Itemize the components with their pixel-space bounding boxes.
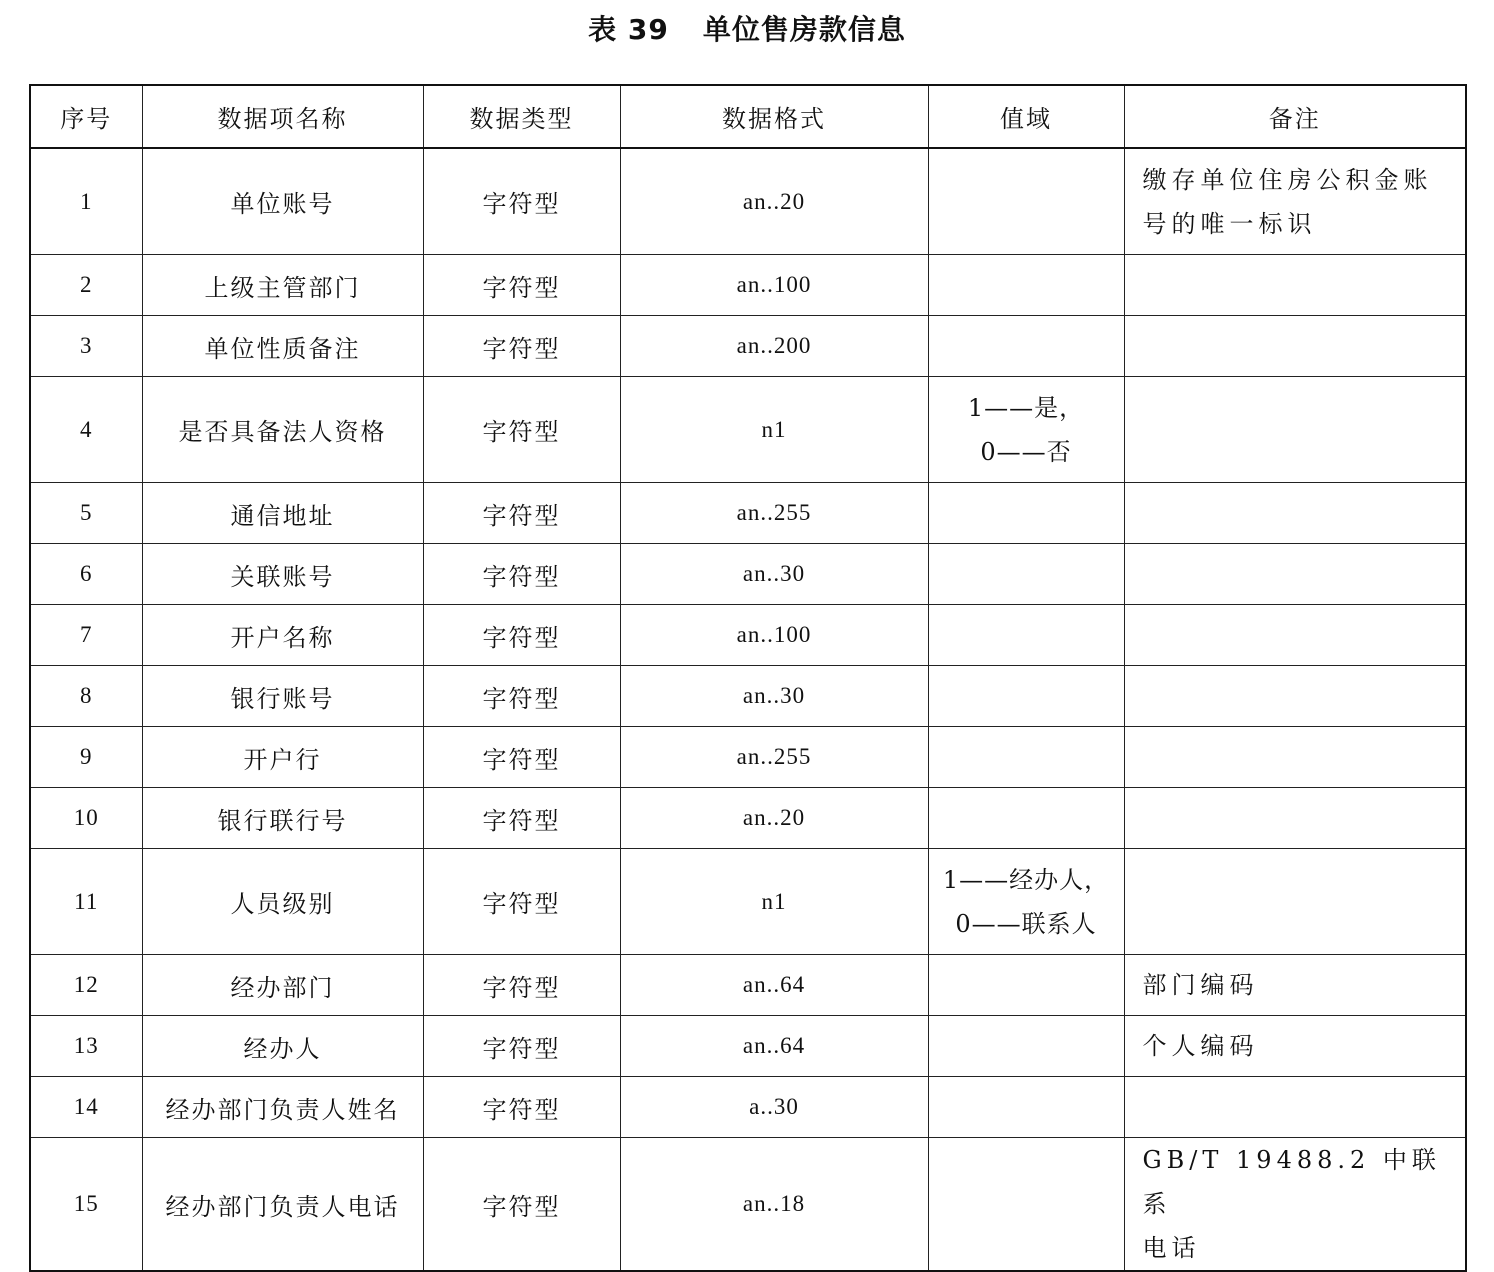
- table-body: [30, 148, 1466, 1271]
- cell-range-line: 1——是，: [967, 393, 1085, 422]
- cell-name: 单位性质备注: [142, 316, 423, 377]
- cell-name: 银行联行号: [142, 788, 423, 849]
- cell-name: 单位账号: [142, 148, 423, 255]
- cell-range: [928, 788, 1124, 849]
- cell-no: 14: [30, 1077, 142, 1138]
- cell-range-line: 0——联系人: [955, 909, 1097, 938]
- cell-remark: [1124, 377, 1466, 483]
- cell-remark-line: 个人编码: [1142, 1032, 1259, 1060]
- cell-remark: [1124, 316, 1466, 377]
- cell-type: 字符型: [423, 1077, 620, 1138]
- table-row: [30, 255, 1466, 316]
- cell-remark-line: 号的唯一标识: [1142, 209, 1317, 238]
- cell-range-line: 1——经办人，: [942, 865, 1110, 894]
- cell-range: [928, 666, 1124, 727]
- cell-format: an..20: [620, 788, 928, 849]
- table-row: [30, 666, 1466, 727]
- cell-name: 关联账号: [142, 544, 423, 605]
- cell-no: 2: [30, 255, 142, 316]
- table-caption: [0, 8, 1494, 48]
- cell-type: 字符型: [423, 727, 620, 788]
- cell-range: [928, 255, 1124, 316]
- cell-remark: [1124, 544, 1466, 605]
- table-row: [30, 544, 1466, 605]
- cell-type: 字符型: [423, 955, 620, 1016]
- cell-name: 上级主管部门: [142, 255, 423, 316]
- cell-type: 字符型: [423, 1016, 620, 1077]
- cell-no: 7: [30, 605, 142, 666]
- table-row: [30, 1016, 1466, 1077]
- cell-format: an..64: [620, 1016, 928, 1077]
- table-row: [30, 1138, 1466, 1272]
- cell-no: 11: [30, 849, 142, 955]
- table-row: [30, 1077, 1466, 1138]
- cell-no: 12: [30, 955, 142, 1016]
- cell-remark-line: GB/T 19488.2 中联系: [1142, 1146, 1441, 1218]
- cell-format: an..18: [620, 1138, 928, 1272]
- header-type: 数据类型: [423, 85, 620, 148]
- cell-range: [928, 316, 1124, 377]
- cell-name: 开户名称: [142, 605, 423, 666]
- cell-type: 字符型: [423, 255, 620, 316]
- cell-name: 人员级别: [142, 849, 423, 955]
- cell-name: 是否具备法人资格: [142, 377, 423, 483]
- cell-no: 9: [30, 727, 142, 788]
- cell-type: 字符型: [423, 544, 620, 605]
- table-row: [30, 605, 1466, 666]
- cell-no: 10: [30, 788, 142, 849]
- cell-remark: [1124, 666, 1466, 727]
- cell-no: 15: [30, 1138, 142, 1272]
- table-row: [30, 377, 1466, 483]
- cell-format: n1: [620, 377, 928, 483]
- cell-type: 字符型: [423, 849, 620, 955]
- cell-remark: [1124, 849, 1466, 955]
- header-range: 值域: [928, 85, 1124, 148]
- table-row: [30, 316, 1466, 377]
- cell-range: [928, 377, 1124, 483]
- cell-name: 经办部门负责人姓名: [142, 1077, 423, 1138]
- cell-format: n1: [620, 849, 928, 955]
- cell-remark: [1124, 605, 1466, 666]
- cell-no: 1: [30, 148, 142, 255]
- cell-remark-line: 电话: [1142, 1234, 1201, 1262]
- cell-range: [928, 148, 1124, 255]
- cell-format: an..100: [620, 605, 928, 666]
- cell-name: 开户行: [142, 727, 423, 788]
- cell-range: [928, 1138, 1124, 1272]
- header-remark: 备注: [1124, 85, 1466, 148]
- cell-range: [928, 544, 1124, 605]
- cell-range: [928, 1077, 1124, 1138]
- cell-type: 字符型: [423, 148, 620, 255]
- cell-range: [928, 605, 1124, 666]
- cell-type: 字符型: [423, 666, 620, 727]
- cell-type: 字符型: [423, 483, 620, 544]
- cell-remark: [1124, 148, 1466, 255]
- cell-name: 通信地址: [142, 483, 423, 544]
- cell-remark: [1124, 1138, 1466, 1272]
- cell-range-line: 0——否: [980, 437, 1072, 466]
- cell-remark: [1124, 1016, 1466, 1077]
- cell-name: 经办部门: [142, 955, 423, 1016]
- cell-format: an..30: [620, 544, 928, 605]
- table-row: [30, 849, 1466, 955]
- cell-range: [928, 727, 1124, 788]
- cell-name: 经办部门负责人电话: [142, 1138, 423, 1272]
- cell-format: an..200: [620, 316, 928, 377]
- cell-name: 银行账号: [142, 666, 423, 727]
- table-row: [30, 727, 1466, 788]
- cell-remark-line: 缴存单位住房公积金账: [1142, 165, 1433, 194]
- table-row: [30, 788, 1466, 849]
- header-no: 序号: [30, 85, 142, 148]
- cell-type: 字符型: [423, 377, 620, 483]
- table-row: [30, 483, 1466, 544]
- table-row: [30, 148, 1466, 255]
- cell-format: an..64: [620, 955, 928, 1016]
- cell-remark-line: 部门编码: [1142, 971, 1259, 999]
- cell-no: 3: [30, 316, 142, 377]
- cell-range: [928, 955, 1124, 1016]
- cell-remark: [1124, 255, 1466, 316]
- cell-format: an..30: [620, 666, 928, 727]
- cell-format: a..30: [620, 1077, 928, 1138]
- table-header: [30, 85, 1466, 148]
- cell-format: an..20: [620, 148, 928, 255]
- header-format: 数据格式: [620, 85, 928, 148]
- cell-remark: [1124, 727, 1466, 788]
- cell-range: [928, 849, 1124, 955]
- header-row: [30, 85, 1466, 148]
- cell-type: 字符型: [423, 605, 620, 666]
- cell-format: an..255: [620, 483, 928, 544]
- data-table: [29, 84, 1467, 1272]
- cell-type: 字符型: [423, 1138, 620, 1272]
- cell-type: 字符型: [423, 788, 620, 849]
- cell-format: an..100: [620, 255, 928, 316]
- cell-remark: [1124, 955, 1466, 1016]
- cell-remark: [1124, 483, 1466, 544]
- cell-remark: [1124, 788, 1466, 849]
- cell-no: 5: [30, 483, 142, 544]
- cell-range: [928, 1016, 1124, 1077]
- cell-no: 4: [30, 377, 142, 483]
- cell-range: [928, 483, 1124, 544]
- cell-no: 8: [30, 666, 142, 727]
- table-row: [30, 955, 1466, 1016]
- cell-no: 6: [30, 544, 142, 605]
- table-number: 表 39: [588, 13, 669, 46]
- cell-format: an..255: [620, 727, 928, 788]
- table-title: 单位售房款信息: [702, 13, 906, 46]
- cell-remark: [1124, 1077, 1466, 1138]
- cell-name: 经办人: [142, 1016, 423, 1077]
- cell-no: 13: [30, 1016, 142, 1077]
- cell-type: 字符型: [423, 316, 620, 377]
- header-name: 数据项名称: [142, 85, 423, 148]
